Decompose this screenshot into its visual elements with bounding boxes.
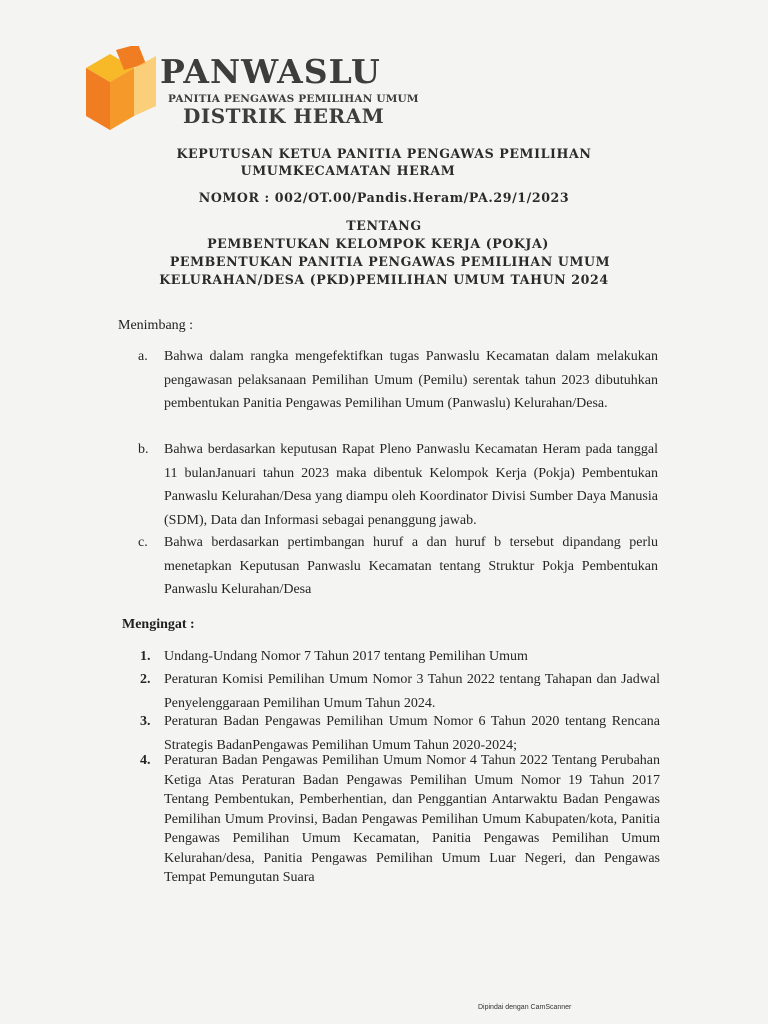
list-text: Peraturan Badan Pengawas Pemilihan Umum Nomor 4 Tahun 2022 Tentang Perubahan Ketiga Atas Peraturan Badan Pengawas Pemilihan Umum Nomor 19 Tahun 2017 Tentang Pembentukan, Pemberhentian, dan Penggantian Antarwaktu Badan Pengawas Pemilihan Umum Provinsi, Badan Pengawas Pemilihan Umum Kabupaten/kota, Panitia Pengawas Pemilihan Umum Kecamatan, Panitia Pengawas Pemilihan Umum Kelurahan/desa, Panitia Pengawas Pemilihan Umum Luar Negeri, dan Pengawas Tempat Pemungutan Suara <box>164 753 660 885</box>
subject-line3: KELURAHAN/DESA (PKD)PEMILIHAN UMUM TAHUN 2024 <box>159 272 609 287</box>
list-text: Peraturan Komisi Pemilihan Umum Nomor 3 Tahun 2022 tentang Tahapan dan Jadwal Penyelenggaraan Pemilihan Umum Tahun 2024. <box>164 672 660 711</box>
decree-title-line1: KEPUTUSAN KETUA PANITIA PENGAWAS PEMILIHAN <box>176 146 592 161</box>
list-marker: b. <box>138 442 149 457</box>
list-text: Bahwa dalam rangka mengefektifkan tugas Panwaslu Kecamatan dalam melakukan pengawasan pelaksanaan Pemilihan Umum (Pemilu) serentak tahun 2023 dibutuhkan pembentukan Panitia Pengawas Pemilihan Umum (Panwaslu) Kelurahan/Desa. <box>164 349 658 411</box>
list-marker: c. <box>138 535 148 550</box>
list-marker: 3. <box>140 714 151 729</box>
subject-line1: PEMBENTUKAN KELOMPOK KERJA (POKJA) <box>207 236 549 251</box>
brand-district: DISTRIK HERAM <box>183 104 385 128</box>
decree-number: NOMOR : 002/OT.00/Pandis.Heram/PA.29/1/2023 <box>198 190 570 205</box>
list-marker: 4. <box>140 753 151 768</box>
brand-subtitle: PANITIA PENGAWAS PEMILIHAN UMUM <box>168 93 419 105</box>
list-text: Peraturan Badan Pengawas Pemilihan Umum Nomor 6 Tahun 2020 tentang Rencana Strategis BadanPengawas Pemilihan Umum Tahun 2020-2024; <box>164 714 660 753</box>
decree-title-line2: UMUMKECAMATAN HERAM <box>240 163 456 178</box>
tentang-heading: TENTANG <box>346 218 422 233</box>
panwaslu-logo-icon <box>76 46 166 138</box>
list-text: Undang-Undang Nomor 7 Tahun 2017 tentang Pemilihan Umum <box>164 649 528 664</box>
scanner-watermark: Dipindai dengan CamScanner <box>478 1004 572 1011</box>
subject-line2: PEMBENTUKAN PANITIA PENGAWAS PEMILIHAN UMUM <box>169 254 611 269</box>
list-text: Bahwa berdasarkan pertimbangan huruf a dan huruf b tersebut dipandang perlu menetapkan Keputusan Panwaslu Kecamatan tentang Struktur Pokja Pembentukan Panwaslu Kelurahan/Desa <box>164 535 658 597</box>
mengingat-label: Mengingat : <box>122 617 195 632</box>
list-marker: 2. <box>140 672 151 687</box>
brand-name: PANWASLU <box>160 52 381 91</box>
list-text: Bahwa berdasarkan keputusan Rapat Pleno Panwaslu Kecamatan Heram pada tanggal 11 bulanJanuari tahun 2023 maka dibentuk Kelompok Kerja (Pokja) Pembentukan Panwaslu Kelurahan/Desa yang diampu oleh Koordinator Divisi Sumber Daya Manusia (SDM), Data dan Informasi sebagai penanggung jawab. <box>164 442 658 528</box>
list-marker: a. <box>138 349 148 364</box>
menimbang-label: Menimbang : <box>118 318 194 333</box>
list-marker: 1. <box>140 649 151 664</box>
